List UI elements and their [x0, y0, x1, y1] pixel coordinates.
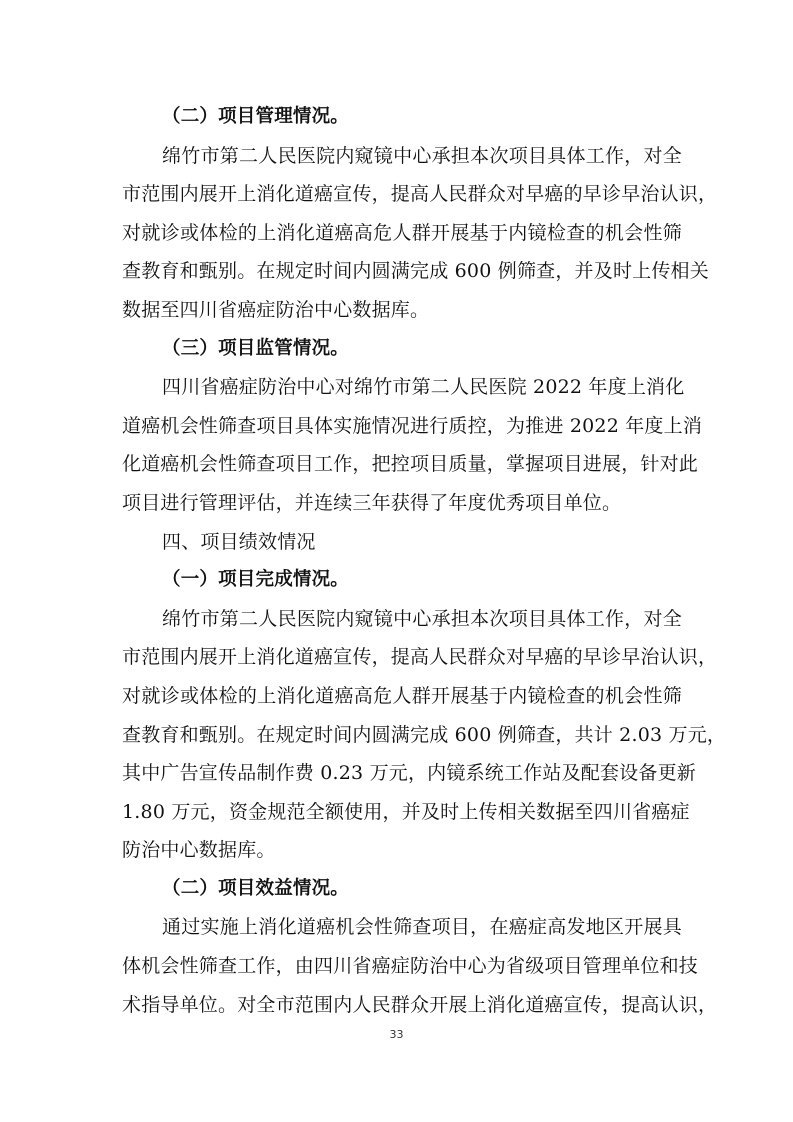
paragraph-line: 对就诊或体检的上消化道癌高危人群开展基于内镜检查的机会性筛: [122, 684, 682, 707]
paragraph-line: 市范围内展开上消化道癌宣传，提高人民群众对早癌的早诊早治认识，: [122, 183, 718, 206]
paragraph-line: 查教育和甄别。在规定时间内圆满完成 600 例筛查，共计 2.03 万元，: [122, 723, 727, 746]
chapter-heading-performance: 四、项目绩效情况: [162, 530, 316, 553]
paragraph-line: 术指导单位。对全市范围内人民群众开展上消化道癌宣传，提高认识，: [122, 993, 718, 1016]
paragraph-line: 绵竹市第二人民医院内窥镜中心承担本次项目具体工作，对全: [162, 144, 682, 167]
paragraph-line: 市范围内展开上消化道癌宣传，提高人民群众对早癌的早诊早治认识，: [122, 646, 718, 669]
section-heading-supervision: （三）项目监管情况。: [162, 337, 350, 359]
paragraph-line: 1.80 万元，资金规范全额使用，并及时上传相关数据至四川省癌症: [122, 800, 690, 823]
paragraph-line: 绵竹市第二人民医院内窥镜中心承担本次项目具体工作，对全: [162, 607, 682, 630]
paragraph-line: 防治中心数据库。: [122, 839, 276, 862]
document-body: [122, 98, 727, 1024]
paragraph-line: 道癌机会性筛查项目具体实施情况进行质控，为推进 2022 年度上消: [122, 414, 703, 437]
section-heading-completion: （一）项目完成情况。: [162, 569, 350, 591]
paragraph-line: 对就诊或体检的上消化道癌高危人群开展基于内镜检查的机会性筛: [122, 221, 682, 244]
paragraph-line: 化道癌机会性筛查项目工作，把控项目质量，掌握项目进展，针对此: [122, 453, 699, 476]
paragraph-line: 体机会性筛查工作，由四川省癌症防治中心为省级项目管理单位和技: [122, 955, 699, 978]
paragraph-line: 其中广告宣传品制作费 0.23 万元，内镜系统工作站及配套设备更新: [122, 762, 696, 785]
paragraph-line: 通过实施上消化道癌机会性筛查项目，在癌症高发地区开展具: [162, 916, 682, 939]
section-heading-management: （二）项目管理情况。: [162, 106, 350, 127]
paragraph-line: 项目进行管理评估，并连续三年获得了年度优秀项目单位。: [122, 491, 622, 514]
paragraph-line: 查教育和甄别。在规定时间内圆满完成 600 例筛查，并及时上传相关: [122, 260, 709, 283]
paragraph-line: 四川省癌症防治中心对绵竹市第二人民医院 2022 年度上消化: [162, 376, 685, 399]
paragraph-line: 数据至四川省癌症防治中心数据库。: [122, 298, 430, 321]
page-number: 33: [389, 1028, 404, 1041]
section-heading-benefit: （二）项目效益情况。: [162, 877, 350, 899]
